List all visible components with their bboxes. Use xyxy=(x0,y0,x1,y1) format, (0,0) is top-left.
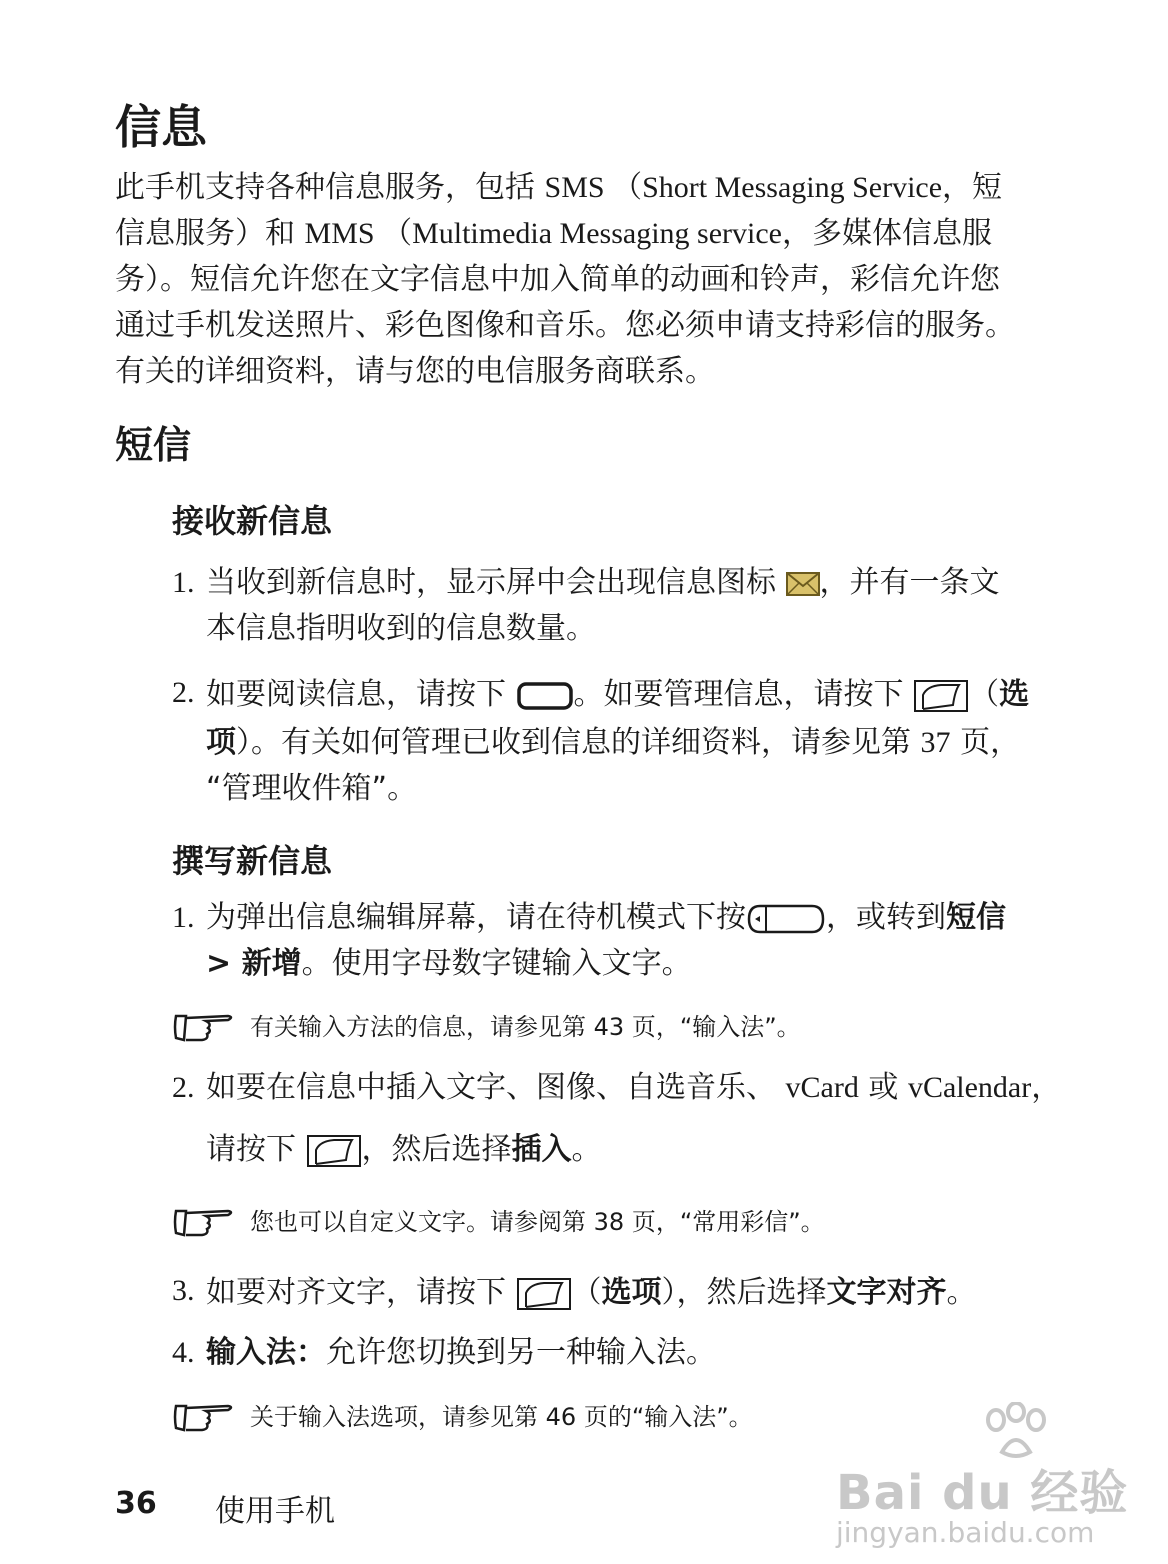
section-heading: 短信 xyxy=(115,423,192,467)
watermark-brand: Bai du 经验 xyxy=(836,1465,1129,1521)
compose-step-3: 3. 如要对齐文字，请按下 （选项），然后选择文字对齐。 xyxy=(172,1274,977,1310)
watermark-url: jingyan.baidu.com xyxy=(836,1516,1095,1549)
note-input-method: 有关输入方法的信息，请参见第 43 页，“输入法”。 xyxy=(172,1010,1062,1044)
page-number: 36 xyxy=(115,1486,157,1521)
pointing-hand-icon xyxy=(172,1205,238,1239)
right-soft-key-icon xyxy=(306,1134,362,1168)
pointing-hand-icon xyxy=(172,1010,238,1044)
pointing-hand-icon xyxy=(172,1400,238,1434)
paw-icon xyxy=(976,1402,1056,1462)
intro-paragraph: 此手机支持各种信息服务，包括 SMS （Short Messaging Service，短 信息服务）和 MMS （Multimedia Messaging service，多媒体信息服 务）。短信允许您在文字信息中加入简单的动画和铃声，彩信允许您 通过手机发送照片、彩色图像和音乐。您必须申请支持彩信的服务。 有关的详细资料，请与您的电信服务商联系。 xyxy=(115,170,1015,389)
page-title: 信息 xyxy=(115,100,207,154)
left-soft-key-icon xyxy=(746,903,826,935)
compose-step-2: 2. 如要在信息中插入文字、图像、自选音乐、 vCard 或 vCalendar， 请按下 ，然后选择插入。 xyxy=(172,1070,1062,1167)
receive-step-2: 2. 如要阅读信息，请按下 。如要管理信息，请按下 （选 项）。有关如何管理已收到信息的详细资料，请参见第 37 页， “管理收件箱”。 xyxy=(172,676,1030,806)
note-custom-text: 您也可以自定义文字。请参阅第 38 页，“常用彩信”。 xyxy=(172,1205,1062,1239)
note-input-options: 关于输入法选项，请参见第 46 页的“输入法”。 xyxy=(172,1400,1062,1434)
watermark xyxy=(836,1402,1129,1552)
receive-heading: 接收新信息 xyxy=(172,502,333,540)
compose-step-4: 4. 输入法：允许您切换到另一种输入法。 xyxy=(172,1335,716,1370)
chapter-title: 使用手机 xyxy=(215,1494,335,1529)
center-key-icon xyxy=(516,681,574,711)
right-soft-key-icon xyxy=(913,679,969,713)
right-soft-key-icon xyxy=(516,1277,572,1311)
receive-step-1: 1. 当收到新信息时，显示屏中会出现信息图标 ，并有一条文 本信息指明收到的信息数量。 xyxy=(172,565,1000,646)
compose-step-1: 1. 为弹出信息编辑屏幕，请在待机模式下按 ，或转到短信 > 新增。使用字母数字键输入文字。 xyxy=(172,900,1006,981)
envelope-icon xyxy=(786,572,820,596)
compose-heading: 撰写新信息 xyxy=(172,842,333,880)
